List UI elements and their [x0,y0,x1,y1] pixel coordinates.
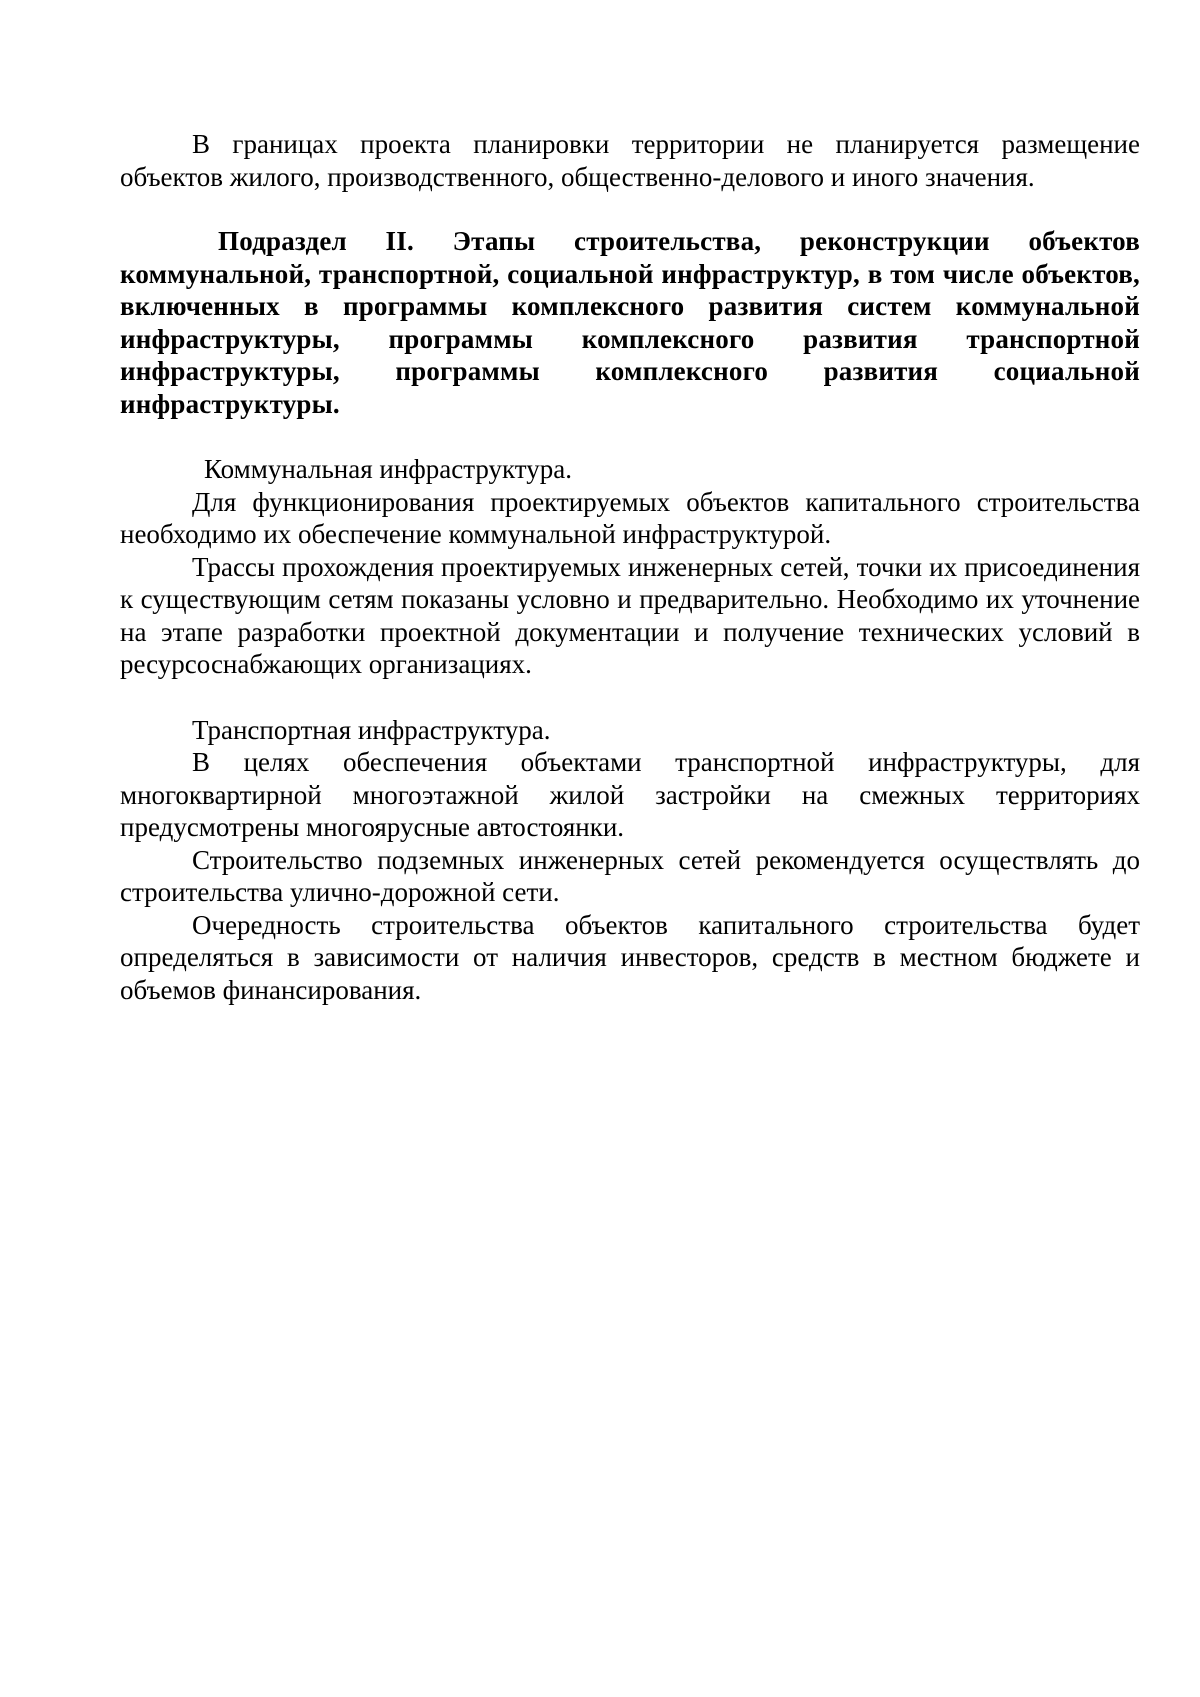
transport-paragraph: Очередность строительства объектов капитального строительства будет определяться в зависимости от наличия инвесторов, средств в местном бюджете и объемов финансирования. [120,909,1140,1005]
transport-paragraph: Строительство подземных инженерных сетей рекомендуется осуществлять до строительства улично-дорожной сети. [120,844,1140,907]
transport-paragraph: В целях обеспечения объектами транспортной инфраструктуры, для многоквартирной многоэтажной жилой застройки на смежных территориях предусмотрены многоярусные автостоянки. [120,747,1140,842]
intro-paragraph: В границах проекта планировки территории не планируется размещение объектов жилого, производственного, общественно-делового и иного значения. [120,129,1140,192]
communal-paragraph: Для функционирования проектируемых объектов капитального строительства необходимо их обеспечение коммунальной инфраструктурой. [120,486,1140,549]
transport-section-title: Транспортная инфраструктура. [192,714,551,745]
document-body [120,128,1140,1006]
communal-section-title: Коммунальная инфраструктура. [204,454,572,484]
communal-paragraph: Трассы прохождения проектируемых инженерных сетей, точки их присоединения к существующим сетям показаны условно и предварительно. Необходимо их уточнение на этапе разработки проектной документации и получение технических условий в ресурсоснабжающих организациях. [120,551,1140,679]
subsection-heading: Подраздел II. Этапы строительства, реконструкции объектов коммунальной, транспортной, социальной инфраструктур, в том числе объектов, включенных в программы комплексного развития систем коммунальной инфраструктуры, программы комплексного развития транспортной инфраструктуры, программы комплексного развития социальной инфраструктуры. [120,226,1140,419]
